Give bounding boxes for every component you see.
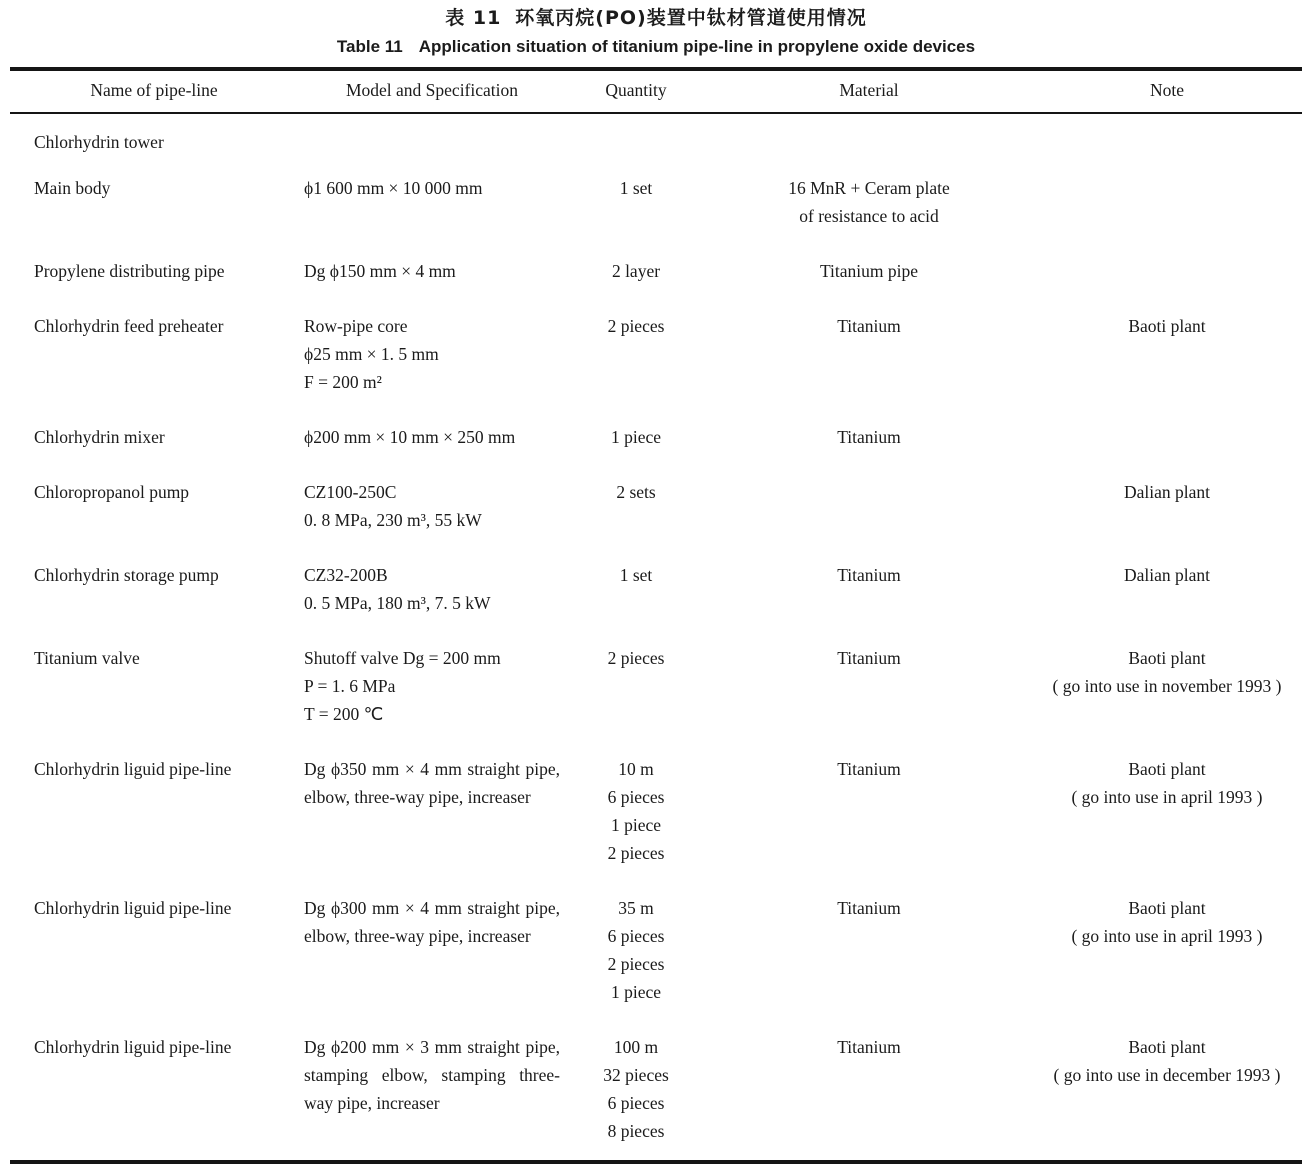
cell-model bbox=[298, 300, 566, 411]
cell-line: Baoti plant bbox=[1128, 648, 1206, 668]
table-number-english: Table 11 bbox=[336, 37, 403, 56]
cell-line: ϕ200 mm × 10 mm × 250 mm bbox=[304, 427, 516, 447]
cell-quantity bbox=[566, 162, 706, 245]
cell-line: 100 m bbox=[613, 1037, 659, 1057]
cell-line: Chlorhydrin storage pump bbox=[34, 565, 219, 585]
cell-line: Baoti plant bbox=[1128, 898, 1206, 918]
cell-line: CZ32-200B bbox=[304, 565, 388, 585]
cell-line: 32 pieces bbox=[603, 1065, 669, 1085]
cell-material bbox=[706, 743, 1032, 882]
cell-quantity bbox=[566, 882, 706, 1021]
cell-note bbox=[1032, 632, 1302, 743]
cell-name bbox=[10, 882, 298, 1021]
cell-line: 2 pieces bbox=[607, 954, 665, 974]
cell-note bbox=[1032, 113, 1302, 162]
cell-line: Dg ϕ200 mm × 3 mm straight pipe, stamping elbow, stamping three-way pipe, increaser bbox=[304, 1037, 560, 1113]
cell-line: Titanium bbox=[837, 1037, 901, 1057]
cell-line: Row-pipe core bbox=[304, 316, 408, 336]
cell-line: CZ100-250C bbox=[304, 482, 397, 502]
cell-quantity bbox=[566, 300, 706, 411]
cell-line: P = 1. 6 MPa bbox=[304, 676, 396, 696]
cell-line: 2 pieces bbox=[607, 648, 665, 668]
cell-quantity bbox=[566, 113, 706, 162]
cell-note bbox=[1032, 743, 1302, 882]
cell-line: F = 200 m² bbox=[304, 372, 382, 392]
cell-quantity bbox=[566, 549, 706, 632]
cell-name bbox=[10, 1021, 298, 1162]
cell-line: 2 sets bbox=[616, 482, 656, 502]
cell-quantity bbox=[566, 245, 706, 300]
cell-material bbox=[706, 882, 1032, 1021]
cell-line: Titanium bbox=[837, 565, 901, 585]
cell-quantity bbox=[566, 411, 706, 466]
cell-line: 1 piece bbox=[610, 815, 662, 835]
cell-name bbox=[10, 466, 298, 549]
cell-model bbox=[298, 245, 566, 300]
table-row bbox=[10, 1021, 1302, 1162]
table-title-english bbox=[0, 36, 1312, 58]
cell-note bbox=[1032, 245, 1302, 300]
cell-name bbox=[10, 632, 298, 743]
table-title-chinese bbox=[0, 6, 1312, 30]
cell-line: Baoti plant bbox=[1128, 759, 1206, 779]
cell-line: ( go into use in april 1993 ) bbox=[1071, 787, 1263, 807]
cell-line: Dalian plant bbox=[1123, 565, 1210, 585]
cell-name bbox=[10, 549, 298, 632]
cell-model bbox=[298, 466, 566, 549]
cell-material bbox=[706, 411, 1032, 466]
cell-model bbox=[298, 1021, 566, 1162]
cell-line: 10 m bbox=[618, 759, 654, 779]
table-row bbox=[10, 113, 1302, 162]
cell-line: Titanium bbox=[837, 427, 901, 447]
cell-line: 1 piece bbox=[610, 982, 662, 1002]
cell-quantity bbox=[566, 632, 706, 743]
cell-line: 1 set bbox=[619, 565, 653, 585]
cell-name bbox=[10, 113, 298, 162]
cell-note bbox=[1032, 1021, 1302, 1162]
table-header-row bbox=[10, 69, 1302, 113]
cell-note bbox=[1032, 549, 1302, 632]
cell-quantity bbox=[566, 466, 706, 549]
cell-line: 1 piece bbox=[610, 427, 662, 447]
cell-line: Dalian plant bbox=[1123, 482, 1210, 502]
cell-line: 35 m bbox=[618, 898, 654, 918]
cell-line: Dg ϕ300 mm × 4 mm straight pipe, elbow, three-way pipe, increaser bbox=[304, 898, 560, 946]
table-row bbox=[10, 411, 1302, 466]
cell-line: of resistance to acid bbox=[799, 206, 939, 226]
cell-line: 2 pieces bbox=[607, 843, 665, 863]
table-row bbox=[10, 743, 1302, 882]
cell-line: Titanium bbox=[837, 648, 901, 668]
cell-material bbox=[706, 549, 1032, 632]
cell-material bbox=[706, 632, 1032, 743]
cell-quantity bbox=[566, 743, 706, 882]
cell-line: Chlorhydrin liguid pipe-line bbox=[34, 759, 232, 779]
cell-line: Chlorhydrin feed preheater bbox=[34, 316, 224, 336]
cell-material bbox=[706, 300, 1032, 411]
cell-line: 6 pieces bbox=[607, 1093, 665, 1113]
column-header: Material bbox=[706, 69, 1032, 113]
cell-note bbox=[1032, 882, 1302, 1021]
cell-note bbox=[1032, 466, 1302, 549]
cell-line: 1 set bbox=[619, 178, 653, 198]
table-title-english-text: Application situation of titanium pipe-line in propylene oxide devices bbox=[418, 37, 976, 56]
column-header: Quantity bbox=[566, 69, 706, 113]
cell-line: T = 200 ℃ bbox=[304, 704, 384, 724]
cell-model bbox=[298, 632, 566, 743]
cell-model bbox=[298, 549, 566, 632]
cell-line: Chloropropanol pump bbox=[34, 482, 190, 502]
cell-model bbox=[298, 162, 566, 245]
cell-name bbox=[10, 162, 298, 245]
cell-line: Titanium bbox=[837, 759, 901, 779]
cell-line: Titanium bbox=[837, 898, 901, 918]
cell-name bbox=[10, 743, 298, 882]
cell-line: Main body bbox=[34, 178, 111, 198]
table-row bbox=[10, 549, 1302, 632]
cell-line: ( go into use in april 1993 ) bbox=[1071, 926, 1263, 946]
column-header: Note bbox=[1032, 69, 1302, 113]
cell-material bbox=[706, 162, 1032, 245]
table-row bbox=[10, 882, 1302, 1021]
cell-name bbox=[10, 300, 298, 411]
cell-name bbox=[10, 411, 298, 466]
cell-line: Titanium pipe bbox=[819, 261, 919, 281]
cell-line: Chlorhydrin mixer bbox=[34, 427, 165, 447]
cell-line: Chlorhydrin liguid pipe-line bbox=[34, 1037, 232, 1057]
cell-model bbox=[298, 882, 566, 1021]
cell-line: ( go into use in november 1993 ) bbox=[1052, 676, 1282, 696]
cell-line: 2 pieces bbox=[607, 316, 665, 336]
cell-line: ϕ25 mm × 1. 5 mm bbox=[304, 344, 439, 364]
pipe-line-table bbox=[10, 67, 1302, 1164]
cell-line: Propylene distributing pipe bbox=[34, 261, 225, 281]
cell-line: 0. 8 MPa, 230 m³, 55 kW bbox=[304, 510, 482, 530]
cell-line: Chlorhydrin liguid pipe-line bbox=[34, 898, 232, 918]
cell-line: Baoti plant bbox=[1128, 316, 1206, 336]
cell-line: Titanium valve bbox=[34, 648, 140, 668]
cell-model bbox=[298, 411, 566, 466]
cell-note bbox=[1032, 162, 1302, 245]
cell-line: ( go into use in december 1993 ) bbox=[1053, 1065, 1281, 1085]
cell-name bbox=[10, 245, 298, 300]
table-row bbox=[10, 245, 1302, 300]
table-row bbox=[10, 632, 1302, 743]
cell-line: 6 pieces bbox=[607, 926, 665, 946]
table-row bbox=[10, 162, 1302, 245]
cell-line: 0. 5 MPa, 180 m³, 7. 5 kW bbox=[304, 593, 491, 613]
cell-line: 6 pieces bbox=[607, 787, 665, 807]
column-header: Name of pipe-line bbox=[10, 69, 298, 113]
cell-line: Chlorhydrin tower bbox=[34, 132, 164, 152]
cell-material bbox=[706, 466, 1032, 549]
cell-line: Titanium bbox=[837, 316, 901, 336]
table-title-chinese-text: 环氧丙烷(PO)装置中钛材管道使用情况 bbox=[515, 7, 867, 29]
cell-model bbox=[298, 113, 566, 162]
cell-line: Dg ϕ150 mm × 4 mm bbox=[304, 261, 456, 281]
cell-line: Shutoff valve Dg = 200 mm bbox=[304, 648, 501, 668]
table-number-chinese: 表 11 bbox=[445, 7, 502, 29]
table-row bbox=[10, 466, 1302, 549]
cell-quantity bbox=[566, 1021, 706, 1162]
cell-note bbox=[1032, 300, 1302, 411]
cell-line: 2 layer bbox=[611, 261, 661, 281]
table-row bbox=[10, 300, 1302, 411]
cell-material bbox=[706, 245, 1032, 300]
cell-material bbox=[706, 113, 1032, 162]
cell-line: Dg ϕ350 mm × 4 mm straight pipe, elbow, three-way pipe, increaser bbox=[304, 759, 560, 807]
cell-line: 8 pieces bbox=[607, 1121, 665, 1141]
cell-line: 16 MnR + Ceram plate bbox=[788, 178, 950, 198]
cell-line: ϕ1 600 mm × 10 000 mm bbox=[304, 178, 483, 198]
cell-line: Baoti plant bbox=[1128, 1037, 1206, 1057]
cell-model bbox=[298, 743, 566, 882]
column-header: Model and Specification bbox=[298, 69, 566, 113]
cell-material bbox=[706, 1021, 1032, 1162]
cell-note bbox=[1032, 411, 1302, 466]
